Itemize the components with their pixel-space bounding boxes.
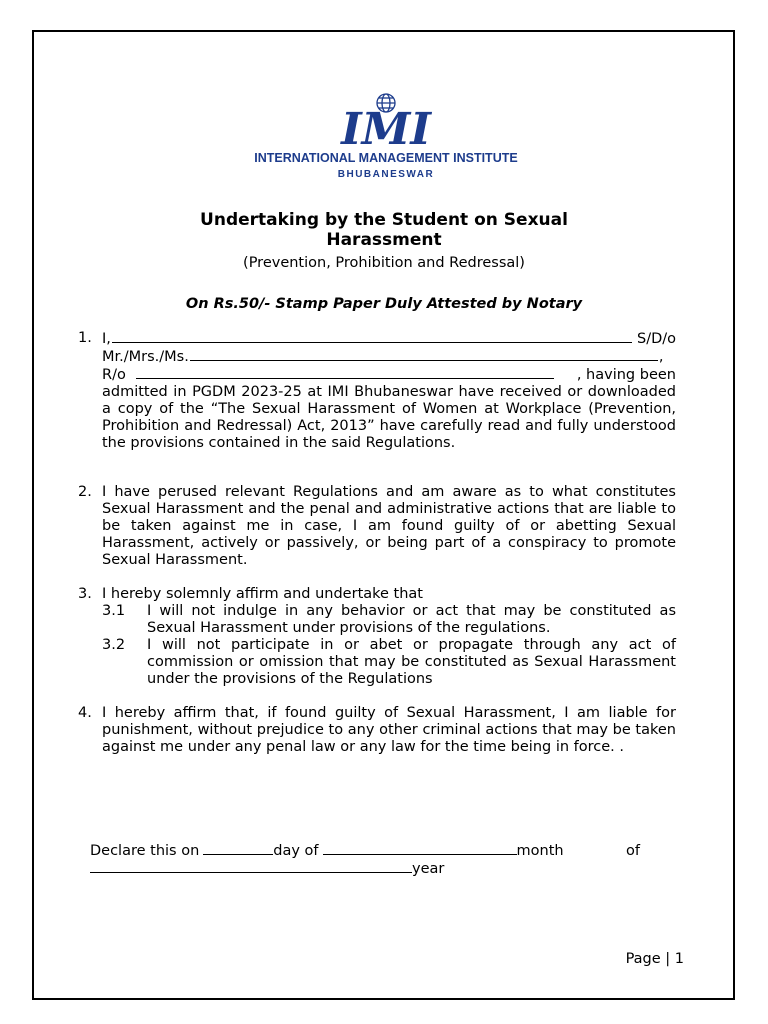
document-subtitle: (Prevention, Prohibition and Redressal) [243, 255, 525, 271]
day-blank[interactable] [203, 842, 273, 855]
residence-line: R/o , having been [102, 367, 676, 383]
residence-blank[interactable] [136, 366, 554, 379]
parent-name-line: Mr./Mrs./Ms. , [102, 349, 664, 365]
clause-number: 4. [78, 705, 92, 721]
sub-clause-3-2 [102, 637, 676, 688]
student-name-blank[interactable] [112, 330, 632, 343]
student-name-line: I, S/D/o [102, 331, 676, 347]
logo-brand: IMI [341, 104, 431, 155]
imi-logo [248, 92, 528, 182]
clause-2-text: I have perused relevant Regulations and am aware as to what constitutes Sexual Harassment and the penal and administrative actions that are liable to be taken against me in case, I am found guilty of or abetting Sexual Harassment, actively or passively, or being part of a conspiracy to promote Sexual Harassment. [102, 484, 676, 568]
declaration-line-1: Declare this on day of month of [90, 843, 640, 859]
logo-campus: BHUBANESWAR [337, 169, 435, 180]
year-blank[interactable] [90, 860, 412, 873]
sub-clause-text: I will not indulge in any behavior or act that may be constituted as Sexual Harassment under provisions of the regulations. [147, 603, 676, 636]
parent-name-blank[interactable] [190, 348, 658, 361]
logo-institute: INTERNATIONAL MANAGEMENT INSTITUTE [254, 151, 518, 165]
title-line-2: Harassment [326, 230, 442, 250]
sub-clause-3-1 [102, 603, 676, 637]
stamp-paper-note: On Rs.50/- Stamp Paper Duly Attested by Notary [185, 296, 583, 312]
page-number: Page | 1 [625, 951, 684, 967]
clause-3-text: I hereby solemnly affirm and undertake that [102, 586, 423, 602]
clause-number: 2. [78, 484, 92, 500]
clause-4-text: I hereby affirm that, if found guilty of Sexual Harassment, I am liable for punishment, without prejudice to any other criminal actions that may be taken against me under any penal law or any law for the time being in force. . [102, 705, 676, 755]
month-blank[interactable] [323, 842, 517, 855]
sub-clause-number: 3.1 [102, 603, 126, 619]
document-title [120, 210, 648, 250]
clause-1-text: admitted in PGDM 2023-25 at IMI Bhubaneswar have received or downloaded a copy of the “The Sexual Harassment of Women at Workplace (Prevention, Prohibition and Redressal) Act, 2013” have carefully read and fully understood the provisions contained in the said Regulations. [102, 384, 676, 451]
sub-clause-text: I will not participate in or abet or propagate through any act of commission or omission that may be constituted as Sexual Harassment under the provisions of the Regulations [147, 637, 676, 687]
clause-number: 3. [78, 586, 92, 602]
declaration [90, 842, 640, 878]
declaration-line-2: year [90, 860, 640, 878]
title-line-1: Undertaking by the Student on Sexual [200, 210, 568, 230]
sub-clause-number: 3.2 [102, 637, 126, 653]
clause-number: 1. [78, 330, 92, 346]
